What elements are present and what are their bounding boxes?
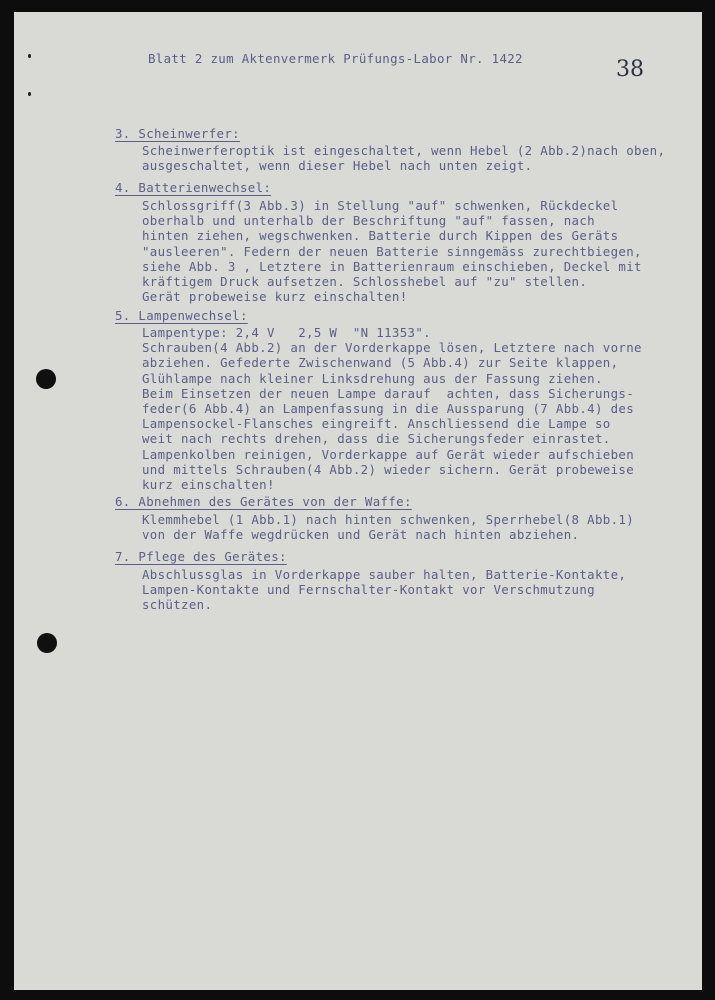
text-line: feder(6 Abb.4) an Lampenfassung in die Aussparung (7 Abb.4) des	[142, 401, 635, 417]
section-heading-7: 7. Pflege des Gerätes:	[115, 549, 287, 564]
text-line: hinten ziehen, wegschwenken. Batterie durch Kippen des Geräts	[142, 228, 619, 244]
section-heading-6: 6. Abnehmen des Gerätes von der Waffe:	[115, 494, 412, 509]
punch-hole	[36, 369, 56, 389]
section-heading-4: 4. Batterienwechsel:	[115, 180, 272, 195]
margin-mark	[28, 92, 31, 96]
text-line: Lampenkolben reinigen, Vorderkappe auf Gerät wieder aufschieben	[142, 446, 635, 462]
text-line: Gerät probeweise kurz einschalten!	[142, 289, 408, 305]
text-line: Lampensockel-Flansches eingreift. Anschliessend die Lampe so	[142, 416, 611, 432]
page-number: 38	[616, 57, 644, 82]
text-line: Klemmhebel (1 Abb.1) nach hinten schwenken, Sperrhebel(8 Abb.1)	[142, 512, 635, 527]
text-line: "ausleeren". Federn der neuen Batterie sinngemäss zurechtbiegen,	[142, 243, 642, 259]
text-line: Lampen-Kontakte und Fernschalter-Kontakt vor Verschmutzung	[142, 582, 595, 598]
text-line: Scheinwerferoptik ist eingeschaltet, wenn Hebel (2 Abb.2)nach oben,	[142, 143, 666, 158]
section-body-3	[142, 143, 665, 173]
text-line: kräftigem Druck aufsetzen. Schlosshebel auf "zu" stellen.	[142, 274, 588, 290]
document-header: Blatt 2 zum Aktenvermerk Prüfungs-Labor Nr. 1422	[148, 51, 523, 66]
text-line: abziehen. Gefederte Zwischenwand (5 Abb.4) zur Seite klappen,	[142, 355, 619, 371]
text-line: ausgeschaltet, wenn dieser Hebel nach unten zeigt.	[142, 158, 533, 174]
text-line: siehe Abb. 3 , Letztere in Batterienraum einschieben, Deckel mit	[142, 258, 642, 274]
text-line: von der Waffe wegdrücken und Gerät nach hinten abziehen.	[142, 527, 580, 543]
text-line: Lampentype: 2,4 V 2,5 W "N 11353".	[142, 325, 431, 340]
section-body-6	[142, 512, 634, 542]
section-heading-5: 5. Lampenwechsel:	[115, 308, 248, 323]
text-line: Beim Einsetzen der neuen Lampe darauf achten, dass Sicherungs-	[142, 385, 635, 401]
margin-mark	[28, 54, 31, 58]
section-body-5	[142, 325, 642, 492]
document-page	[14, 12, 702, 990]
text-line: Abschlussglas in Vorderkappe sauber halten, Batterie-Kontakte,	[142, 567, 627, 582]
punch-hole	[37, 633, 57, 653]
text-line: und mittels Schrauben(4 Abb.2) wieder sichern. Gerät probeweise	[142, 461, 635, 477]
text-line: Glühlampe nach kleiner Linksdrehung aus der Fassung ziehen.	[142, 370, 603, 386]
section-body-7	[142, 567, 626, 613]
text-line: Schlossgriff(3 Abb.3) in Stellung "auf" schwenken, Rückdeckel	[142, 198, 619, 213]
text-line: weit nach rechts drehen, dass die Sicherungsfeder einrastet.	[142, 431, 611, 447]
text-line: kurz einschalten!	[142, 477, 275, 493]
section-heading-3: 3. Scheinwerfer:	[115, 126, 240, 141]
text-line: schützen.	[142, 597, 213, 613]
section-body-4	[142, 198, 642, 304]
text-line: oberhalb und unterhalb der Beschriftung "auf" fassen, nach	[142, 213, 595, 229]
text-line: Schrauben(4 Abb.2) an der Vorderkappe lösen, Letztere nach vorne	[142, 340, 642, 356]
